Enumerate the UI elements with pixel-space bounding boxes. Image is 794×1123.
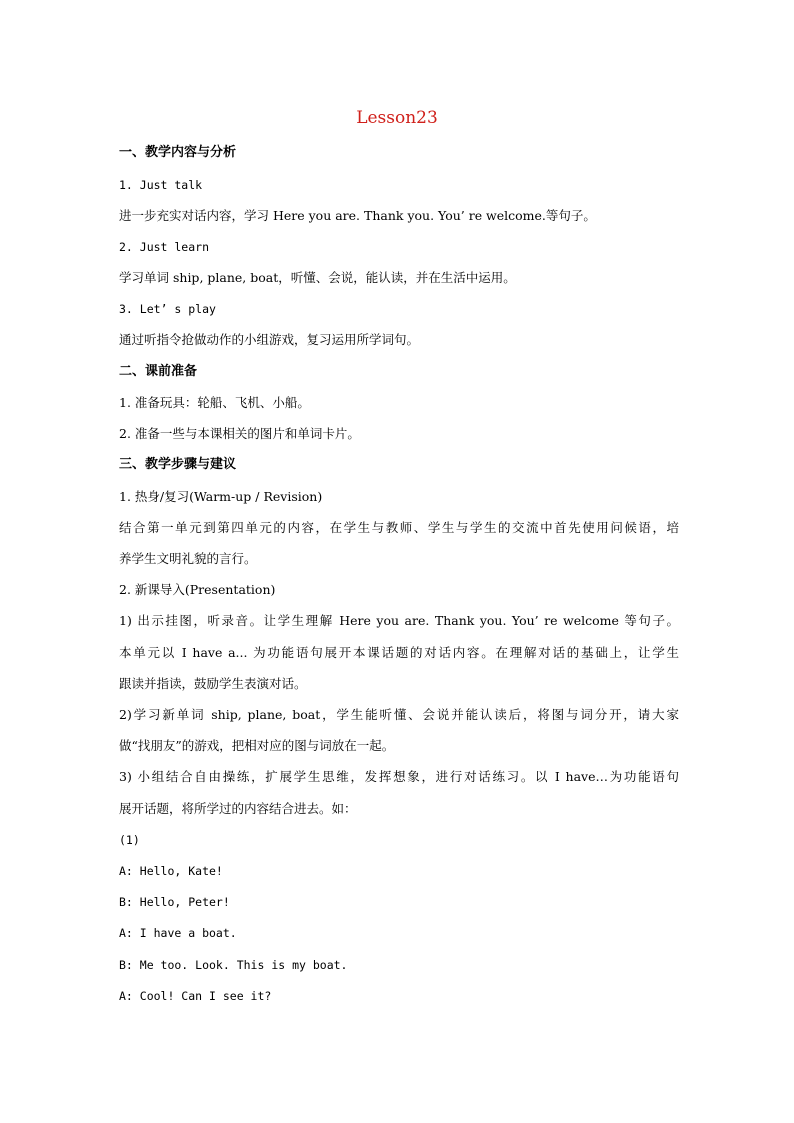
section-heading-preparation: 二、课前准备 — [119, 364, 198, 379]
subsection-lets-play: 3. Let’ s play — [119, 302, 216, 316]
paragraph-line: 展开话题，将所学过的内容结合进去。如： — [119, 801, 357, 816]
paragraph-line: 2. 新课导入(Presentation) — [119, 582, 276, 597]
paragraph-line: 跟读并指读，鼓励学生表演对话。 — [119, 676, 307, 691]
section-heading-content-analysis: 一、教学内容与分析 — [119, 145, 237, 160]
document-title: Lesson23 — [356, 108, 438, 128]
dialogue-line: A: Cool! Can I see it? — [119, 989, 272, 1003]
paragraph-line: 做“找朋友”的游戏，把相对应的图与词放在一起。 — [119, 738, 395, 753]
paragraph-line: 2)学习新单词 ship, plane, boat，学生能听懂、会说并能认读后，将图与词分开，请大家 — [119, 707, 679, 722]
paragraph-line: 2. 准备一些与本课相关的图片和单词卡片。 — [119, 426, 360, 441]
paragraph-line: 学习单词 ship, plane, boat，听懂、会说，能认读，并在生活中运用。 — [119, 270, 516, 285]
paragraph-line: 1) 出示挂图，听录音。让学生理解 Here you are. Thank you. You’ re welcome 等句子。 — [119, 613, 679, 628]
section-heading-teaching-steps: 三、教学步骤与建议 — [119, 457, 237, 472]
subsection-just-learn: 2. Just learn — [119, 240, 210, 254]
paragraph-line: 1. 准备玩具：轮船、飞机、小船。 — [119, 395, 310, 410]
paragraph-line: 3) 小组结合自由操练，扩展学生思维，发挥想象，进行对话练习。以 I have…为功能语句 — [119, 769, 679, 784]
dialogue-line: A: Hello, Kate! — [119, 864, 223, 878]
dialogue-number: (1) — [119, 833, 140, 847]
dialogue-line: B: Me too. Look. This is my boat. — [119, 958, 348, 972]
subsection-just-talk: 1. Just talk — [119, 178, 203, 192]
paragraph-line: 结合第一单元到第四单元的内容，在学生与教师、学生与学生的交流中首先使用问候语，培 — [119, 520, 679, 535]
paragraph-line: 通过听指令抢做动作的小组游戏，复习运用所学词句。 — [119, 332, 420, 347]
paragraph-line: 进一步充实对话内容，学习 Here you are. Thank you. You’ re welcome.等句子。 — [119, 208, 596, 223]
paragraph-line: 本单元以 I have a... 为功能语句展开本课话题的对话内容。在理解对话的基础上，让学生 — [119, 645, 679, 660]
paragraph-line: 1. 热身/复习(Warm-up / Revision) — [119, 489, 323, 504]
paragraph-line: 养学生文明礼貌的言行。 — [119, 551, 257, 566]
dialogue-line: A: I have a boat. — [119, 926, 237, 940]
dialogue-line: B: Hello, Peter! — [119, 895, 230, 909]
